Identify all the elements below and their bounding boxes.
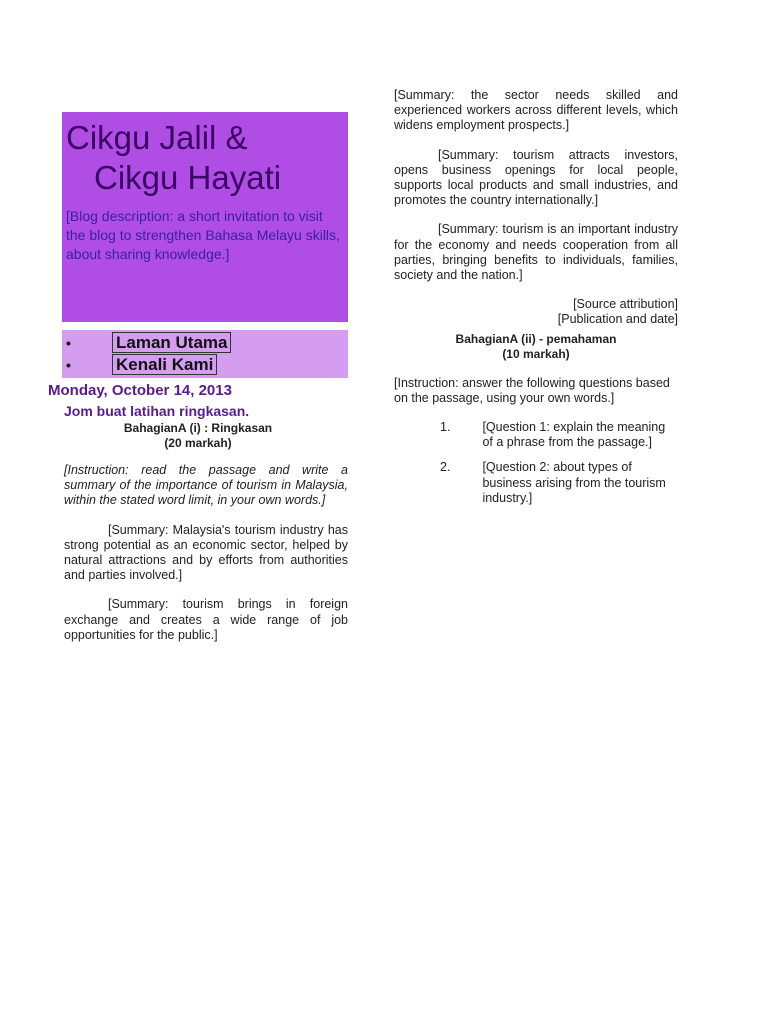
nav-item-laman-utama[interactable] xyxy=(66,332,344,354)
section-a1-marks: (20 markah) xyxy=(164,436,232,450)
section-a1-title: BahagianA (i) : Ringkasan xyxy=(123,421,273,435)
section-a2-marks: (10 markah) xyxy=(502,346,570,361)
question-item xyxy=(440,460,678,506)
blog-description: [Blog description: a short invitation to visit the blog to strengthen Bahasa Melayu skills, about sharing knowledge.] xyxy=(66,208,340,262)
post-date: Monday, October 14, 2013 xyxy=(48,382,232,399)
nav-label[interactable]: Laman Utama xyxy=(112,332,231,353)
nav-menu xyxy=(62,330,348,378)
left-column xyxy=(48,112,348,657)
nav-label[interactable]: Kenali Kami xyxy=(112,354,217,375)
post-title[interactable]: Jom buat latihan ringkasan. xyxy=(64,403,250,419)
blog-header xyxy=(62,112,348,322)
passage-paragraph: [Summary: the sector needs skilled and experienced workers across different levels, which widens employment prospects.] xyxy=(394,88,678,133)
section-a2-title: BahagianA (ii) - pemahaman xyxy=(455,331,617,346)
blog-title-line1[interactable]: Cikgu Jalil & xyxy=(66,119,248,156)
section-a1-heading xyxy=(48,421,348,451)
question-text: [Question 1: explain the meaning of a phrase from the passage.] xyxy=(482,420,666,450)
section-a2-heading xyxy=(394,332,678,362)
question-text: [Question 2: about types of business arising from the tourism industry.] xyxy=(482,460,666,505)
question-number: 1. xyxy=(440,420,451,435)
blog-title-line2[interactable]: Cikgu Hayati xyxy=(94,158,282,196)
right-column xyxy=(394,88,678,516)
passage-paragraph: [Summary: tourism attracts investors, opens business openings for local people, supports local products and small industries, and promotes the country internationally.] xyxy=(394,147,678,208)
passage-source xyxy=(394,297,678,327)
question-number: 2. xyxy=(440,460,451,475)
summary-instruction: [Instruction: read the passage and write a summary of the importance of tourism in Malaysia, within the stated word limit, in your own words.] xyxy=(64,463,348,508)
comprehension-instruction: [Instruction: answer the following questions based on the passage, using your own words.] xyxy=(394,375,670,405)
blog-title[interactable] xyxy=(66,118,342,197)
source-line2: [Publication and date] xyxy=(557,312,678,327)
passage-paragraph: [Summary: Malaysia's tourism industry has strong potential as an economic sector, helped by natural attractions and by efforts from authorities and parties involved.] xyxy=(64,522,348,583)
source-line1: [Source attribution] xyxy=(573,297,678,312)
nav-item-kenali-kami[interactable] xyxy=(66,354,344,376)
question-item xyxy=(440,420,678,450)
passage-paragraph: [Summary: tourism brings in foreign exchange and creates a wide range of job opportunities for the public.] xyxy=(64,597,348,642)
passage-paragraph: [Summary: tourism is an important industry for the economy and needs cooperation from all parties, bringing benefits to individuals, families, society and the nation.] xyxy=(394,222,678,283)
